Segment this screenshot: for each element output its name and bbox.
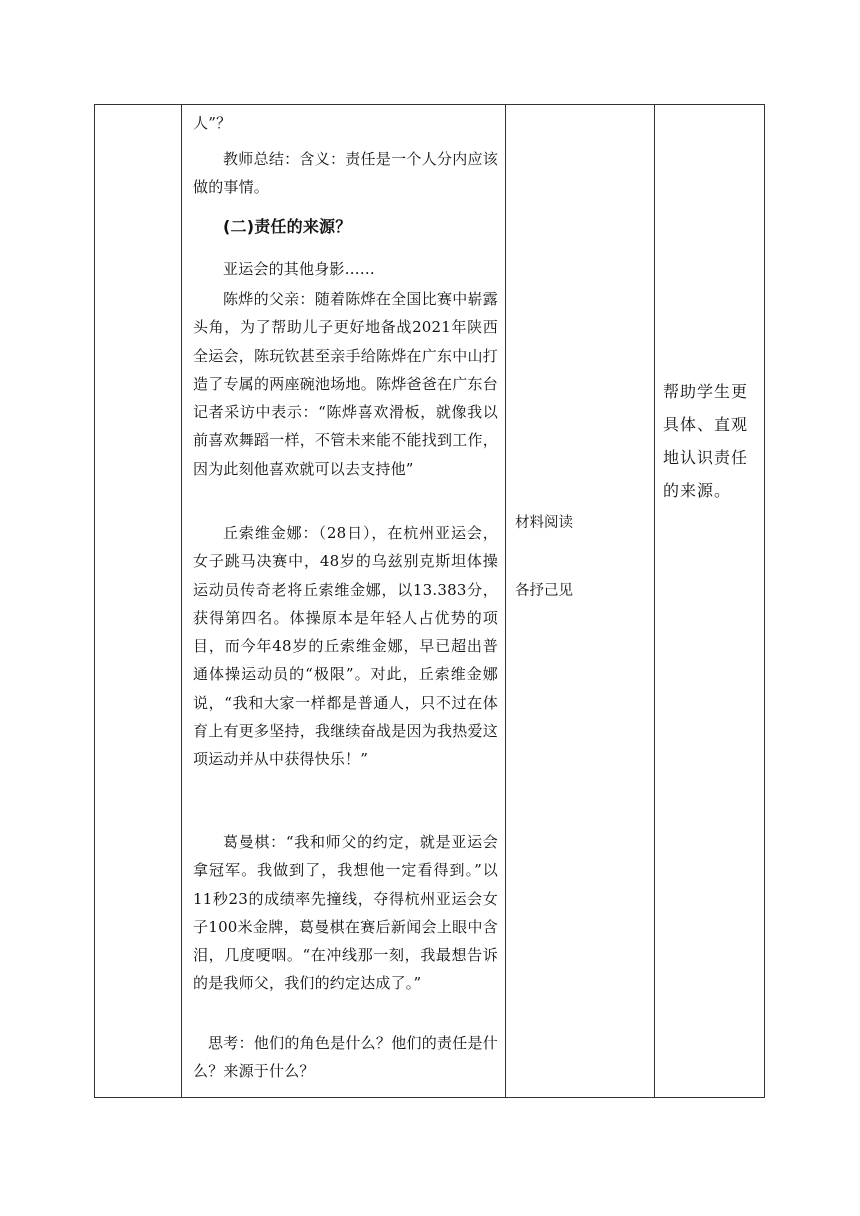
column-divider (181, 105, 182, 1097)
thinking-question: 思考：他们的角色是什么？他们的责任是什么？来源于什么？ (193, 1034, 498, 1081)
section-heading: (二)责任的来源？ (223, 217, 352, 236)
ge-manqi-paragraph: 葛曼棋：“我和师父的约定，就是亚运会拿冠军。我做到了，我想他一定看得到。”以11秒23的成绩率先撞线，夺得杭州亚运会女子100米金牌，葛曼棋在赛后新闻会上眼中含泪，几度哽咽。“在冲线那一刻，我最想告诉的是我师父，我们的约定达成了。” (193, 833, 498, 993)
lesson-table (94, 104, 765, 1098)
column-divider (654, 105, 655, 1097)
chusovitina-paragraph: 丘索维金娜：（28日），在杭州亚运会，女子跳马决赛中，48岁的乌兹别克斯坦体操运动员传奇老将丘索维金娜，以13.383分，获得第四名。体操原本是年轻人占优势的项目，而今年48岁的丘索维金娜，早已超出普通体操运动员的“极限”。对此，丘索维金娜说，“我和大家一样都是普通人，只不过在体育上有更多坚持，我继续奋战是因为我热爱这项运动并从中获得快乐！” (193, 524, 498, 769)
teaching-content-column (183, 105, 505, 1097)
column-divider (505, 105, 506, 1097)
intro-paragraph: 亚运会的其他身影…… (223, 260, 376, 278)
activity-discussion: 各抒己见 (515, 583, 573, 599)
teacher-summary: 教师总结：含义：责任是一个人分内应该做的事情。 (193, 150, 498, 197)
chen-ye-father-paragraph: 陈烨的父亲：随着陈烨在全国比赛中崭露头角，为了帮助儿子更好地备战2021年陕西全运会，陈玩钦甚至亲手给陈烨在广东中山打造了专属的两座碗池场地。陈烨爸爸在广东台记者采访中表示：“陈烨喜欢滑板，就像我以前喜欢舞蹈一样，不管未来能不能找到工作，因为此刻他喜欢就可以去支持他” (193, 290, 498, 478)
activity-reading: 材料阅读 (515, 515, 573, 531)
design-intent: 帮助学生更具体、直观地认识责任的来源。 (663, 382, 749, 500)
quote-end: 人”？ (193, 114, 232, 132)
